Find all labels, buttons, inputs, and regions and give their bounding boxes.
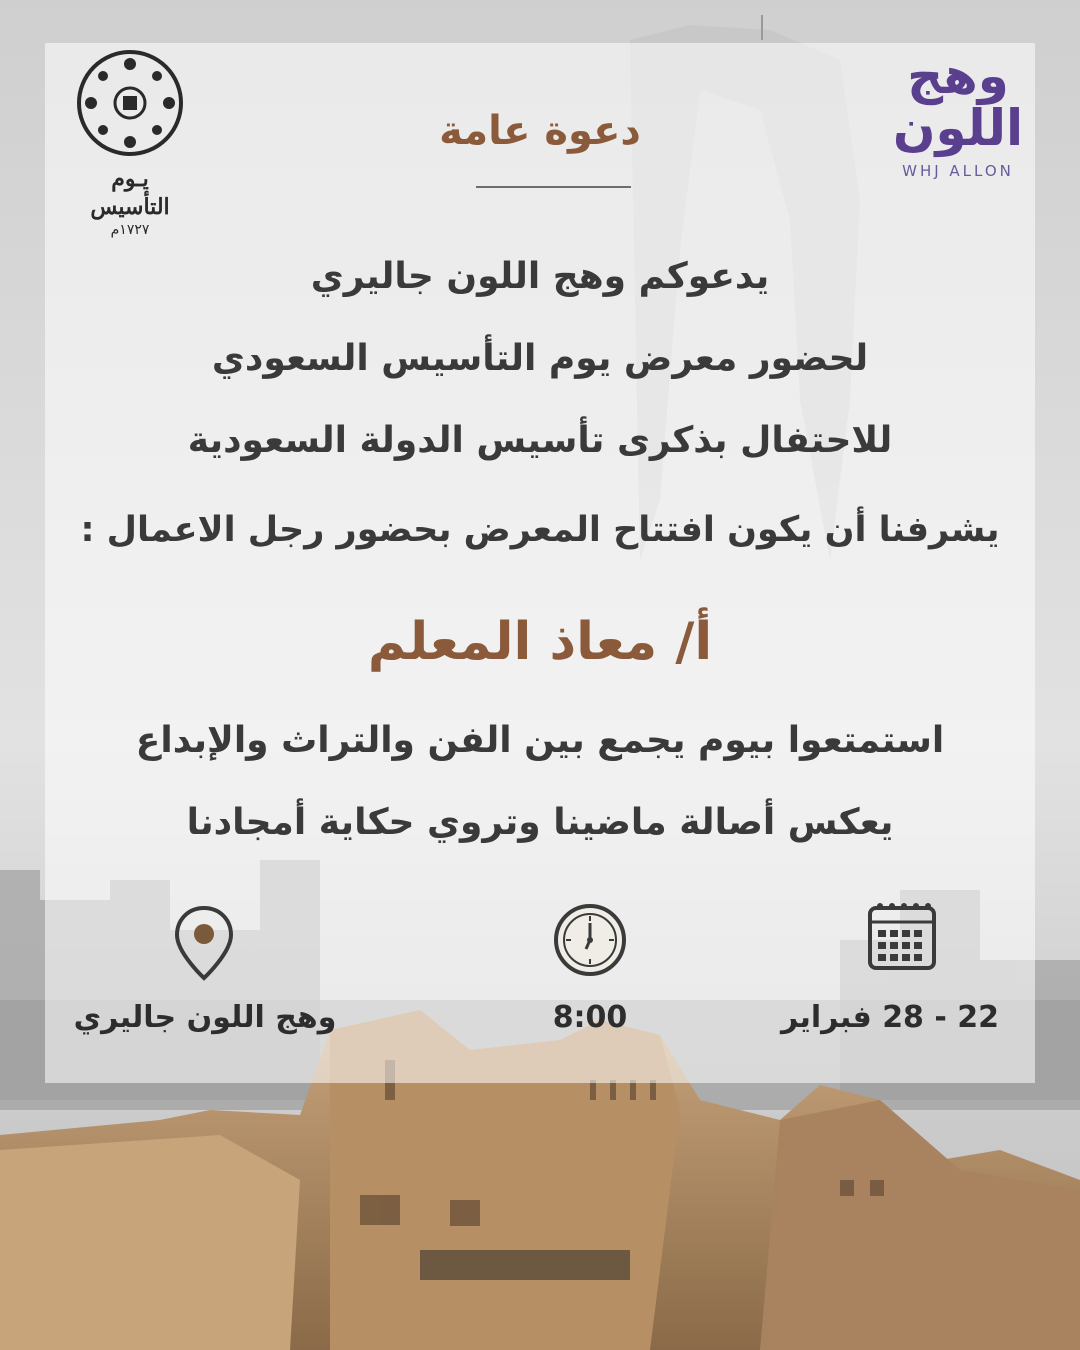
page-title: دعوة عامة <box>439 108 641 154</box>
invite-line-6: يعكس أصالة ماضينا وتروي حكاية أمجادنا <box>186 802 894 843</box>
invite-line-1: يدعوكم وهج اللون جاليري <box>310 256 770 297</box>
location-text: وهج اللون جاليري <box>73 1000 337 1035</box>
brand-logo-arabic: وهج اللون <box>892 47 1024 157</box>
location-pin-icon <box>173 905 235 981</box>
invite-line-3: للاحتفال بذكرى تأسيس الدولة السعودية <box>187 420 893 461</box>
calendar-icon <box>866 900 938 972</box>
invite-line-5: استمتعوا بيوم يجمع بين الفن والتراث والإبداع <box>135 720 945 761</box>
founding-year: ١٧٢٧م <box>110 222 150 238</box>
title-divider <box>476 186 631 188</box>
date-text: 22 - 28 فبراير <box>780 1000 1000 1035</box>
guest-name: أ/ معاذ المعلم <box>367 612 713 672</box>
time-text: 8:00 <box>552 1000 628 1035</box>
invite-line-4: يشرفنا أن يكون افتتاح المعرض بحضور رجل الاعمال : <box>80 510 1000 550</box>
clock-icon <box>553 903 627 977</box>
founding-day-text-2: التأسيس <box>90 194 170 220</box>
brand-logo-english: WHJ ALLON <box>902 162 1014 180</box>
invite-line-2: لحضور معرض يوم التأسيس السعودي <box>211 338 869 379</box>
founding-day-text: يـوم <box>111 166 149 192</box>
